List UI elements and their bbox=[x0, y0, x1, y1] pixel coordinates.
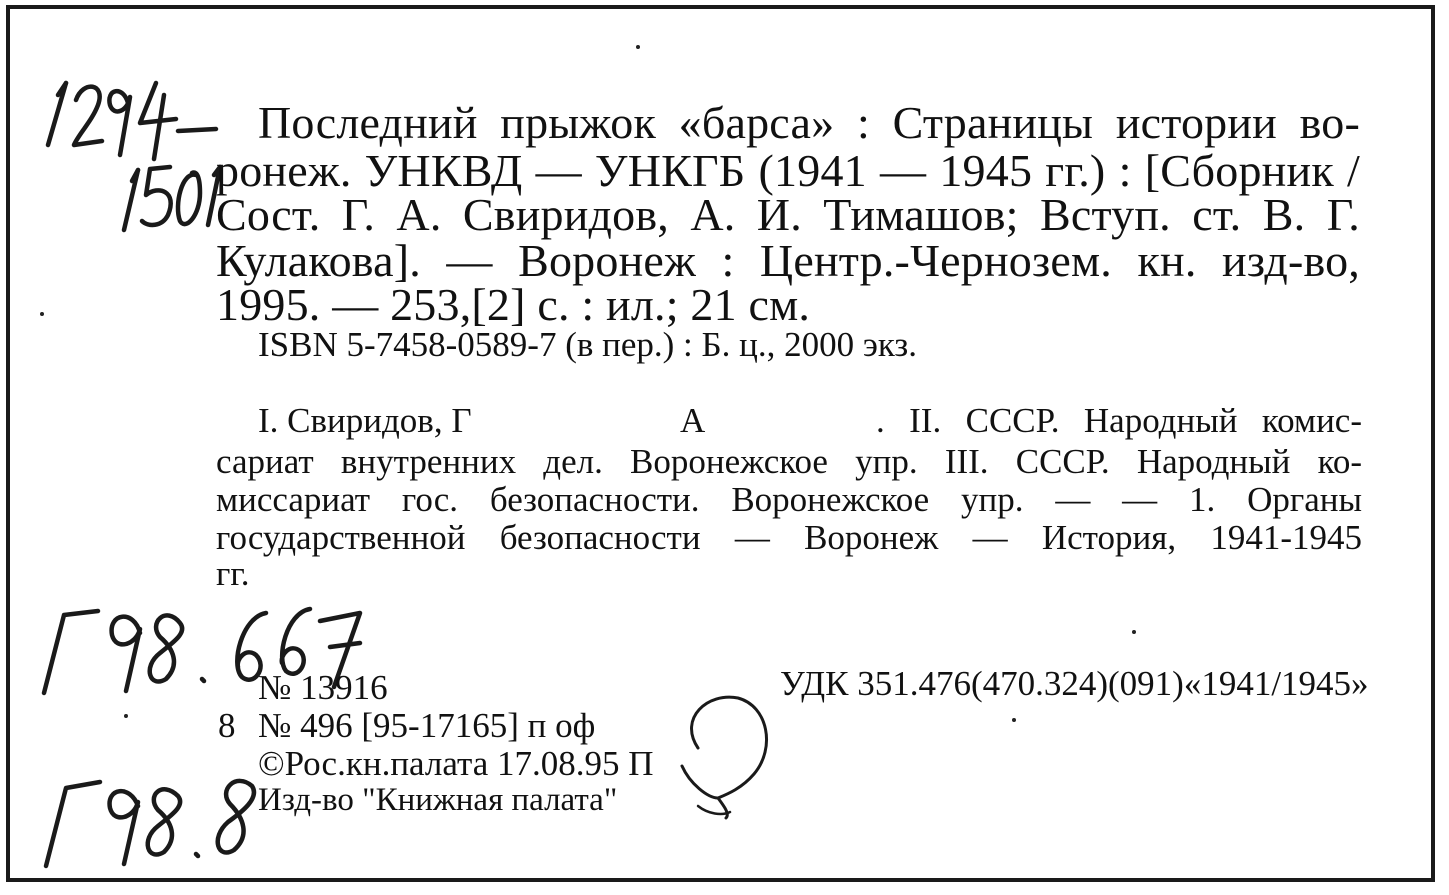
handwritten-shelf-code-bottom bbox=[30, 770, 270, 880]
subject-line-2: сариат внутренних дел. Воронежское упр. III. СССР. Народный ко- bbox=[216, 442, 1362, 481]
entry-title-line-2: ронеж. УНКВД — УНКГБ (1941 — 1945 гг.) : [Сборник / bbox=[216, 145, 1360, 196]
oval-stamp-mark bbox=[668, 688, 778, 828]
subject-line-3: миссариат гос. безопасности. Воронежское упр. — — 1. Органы bbox=[216, 480, 1362, 519]
subject-line-1-part-b: А bbox=[680, 401, 706, 440]
subject-line-1-part-c: . II. СССР. Народный комис- bbox=[876, 401, 1362, 440]
entry-title-line-3: Сост. Г. А. Свиридов, А. И. Тимашов; Вступ. ст. В. Г. bbox=[216, 189, 1360, 240]
print-speck bbox=[636, 45, 640, 49]
subject-line-4: государственной безопасности — Воронеж — История, 1941-1945 bbox=[216, 518, 1362, 557]
print-speck bbox=[124, 714, 128, 718]
catalog-number: № 13916 bbox=[258, 668, 388, 707]
copyright-line: ©Рос.кн.палата 17.08.95 П bbox=[258, 744, 654, 783]
order-number: № 496 [95-17165] п оф bbox=[258, 706, 596, 745]
subject-line-5: гг. bbox=[216, 554, 250, 593]
print-speck bbox=[40, 312, 44, 316]
subject-line-1-part-a: I. Свиридов, Г bbox=[258, 401, 472, 440]
isbn-line: ISBN 5-7458-0589-7 (в пер.) : Б. ц., 2000 экз. bbox=[258, 325, 918, 364]
order-prefix: 8 bbox=[218, 706, 236, 745]
print-speck bbox=[1012, 718, 1016, 722]
print-speck bbox=[1132, 630, 1136, 634]
udk-code: УДК 351.476(470.324)(091)«1941/1945» bbox=[780, 664, 1369, 703]
publisher-line: Изд-во "Книжная палата" bbox=[258, 782, 618, 818]
entry-title-line-5: 1995. — 253,[2] с. : ил.; 21 см. bbox=[216, 279, 811, 330]
handwritten-call-number-top bbox=[28, 75, 228, 245]
entry-title-line-4: Кулакова]. — Воронеж : Центр.-Чернозем. кн. изд-во, bbox=[216, 235, 1360, 286]
entry-title-line-1: Последний прыжок «барса» : Страницы истории во- bbox=[258, 97, 1360, 148]
